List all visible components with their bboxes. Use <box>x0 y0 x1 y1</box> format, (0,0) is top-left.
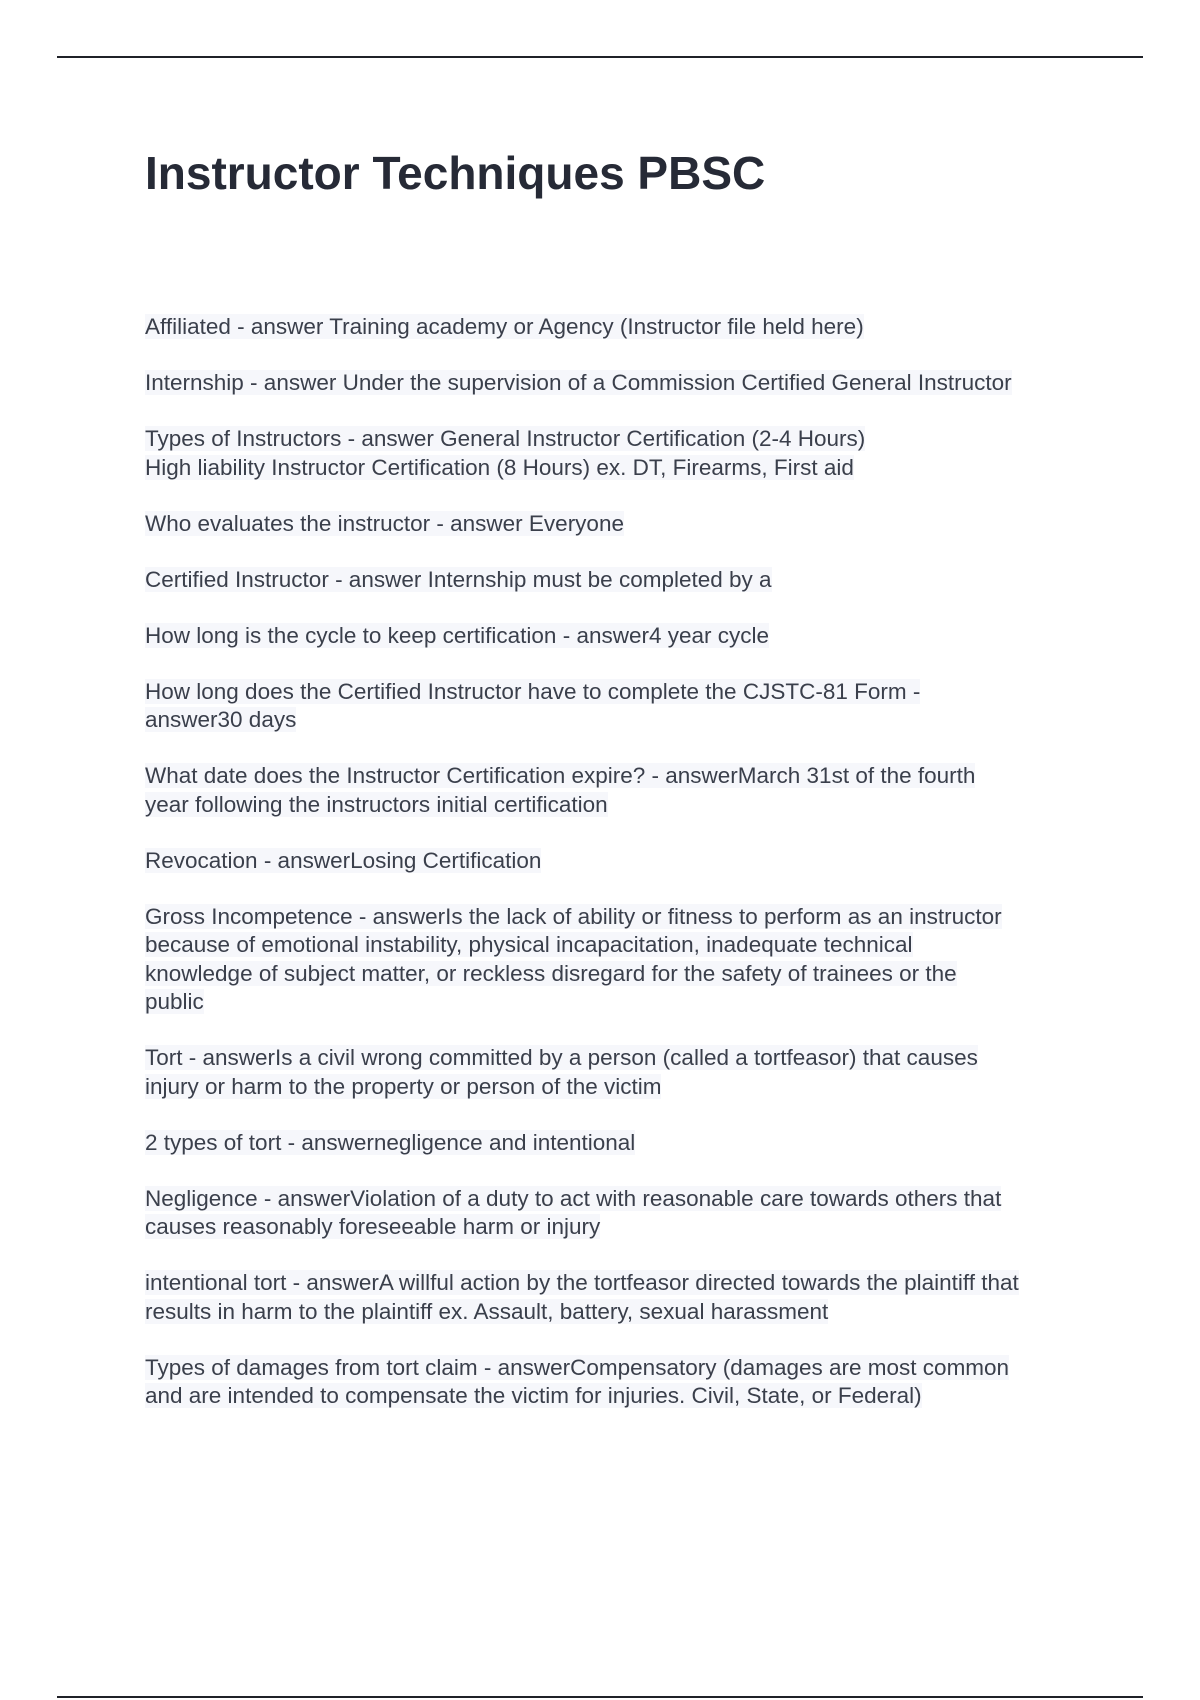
qa-entry-line <box>145 762 1095 791</box>
qa-entry-text: High liability Instructor Certification (8 Hours) ex. DT, Firearms, First aid <box>145 454 854 480</box>
qa-entry-text: intentional tort - answerA willful action by the tortfeasor directed towards the plaintiff that <box>145 1270 1019 1295</box>
qa-entry-line <box>145 1213 1095 1242</box>
qa-entry-text: because of emotional instability, physical incapacitation, inadequate technical <box>145 932 913 957</box>
qa-entry-text: Types of Instructors - answer General Instructor Certification (2-4 Hours) <box>145 426 866 451</box>
qa-entry <box>145 1129 1095 1158</box>
qa-entry-text: causes reasonably foreseeable harm or injury <box>145 1214 601 1239</box>
qa-entry-text: public <box>145 989 204 1014</box>
bottom-rule <box>57 1696 1143 1698</box>
qa-entry <box>145 762 1095 819</box>
qa-entry-text: Certified Instructor - answer Internship must be completed by a <box>145 566 772 592</box>
qa-entry-line <box>145 1185 1095 1214</box>
qa-entry-line <box>145 903 1095 932</box>
qa-entry-text: results in harm to the plaintiff ex. Assault, battery, sexual harassment <box>145 1298 829 1324</box>
qa-entry-line <box>145 425 1095 454</box>
qa-entry <box>145 903 1095 1017</box>
qa-entry-line <box>145 847 1095 876</box>
qa-entry-text: Revocation - answerLosing Certification <box>145 847 542 873</box>
qa-entry-text: Tort - answerIs a civil wrong committed by a person (called a tortfeasor) that causes <box>145 1045 978 1070</box>
qa-entry <box>145 622 1095 651</box>
document-title: Instructor Techniques PBSC <box>145 147 766 199</box>
qa-entry-text: Internship - answer Under the supervision of a Commission Certified General Instructor <box>145 370 1012 395</box>
qa-entry-line <box>145 1269 1095 1298</box>
qa-entry-text: Affiliated - answer Training academy or Agency (Instructor file held here) <box>145 314 864 339</box>
qa-entry-line <box>145 369 1095 398</box>
qa-entry-text: How long is the cycle to keep certification - answer4 year cycle <box>145 622 770 648</box>
qa-entry-line <box>145 931 1095 960</box>
qa-entry <box>145 678 1095 735</box>
qa-entry <box>145 1354 1095 1411</box>
qa-entry-text: Types of damages from tort claim - answerCompensatory (damages are most common <box>145 1354 1010 1380</box>
top-rule <box>57 56 1143 58</box>
qa-entry-text: How long does the Certified Instructor have to complete the CJSTC-81 Form - <box>145 678 921 704</box>
qa-entry-line <box>145 1382 1095 1411</box>
qa-entry <box>145 369 1095 398</box>
qa-entry <box>145 1044 1095 1101</box>
qa-entry-text: and are intended to compensate the victim for injuries. Civil, State, or Federal) <box>145 1383 922 1408</box>
qa-entry-line <box>145 1129 1095 1158</box>
qa-entry-line <box>145 706 1095 735</box>
qa-entry-text: Negligence - answerViolation of a duty to act with reasonable care towards others that <box>145 1185 1002 1211</box>
qa-entry-text: What date does the Instructor Certification expire? - answerMarch 31st of the fourth <box>145 763 976 788</box>
qa-entry-line <box>145 678 1095 707</box>
qa-entry-text: Gross Incompetence - answerIs the lack of ability or fitness to perform as an instructor <box>145 903 1002 929</box>
qa-entry-line <box>145 454 1095 483</box>
qa-entry <box>145 510 1095 539</box>
qa-entry <box>145 566 1095 595</box>
qa-entry-text: Who evaluates the instructor - answer Everyone <box>145 510 624 536</box>
qa-entry-line <box>145 1354 1095 1383</box>
qa-entry <box>145 1269 1095 1326</box>
qa-entry-line <box>145 566 1095 595</box>
qa-entry <box>145 1185 1095 1242</box>
qa-entry-line <box>145 988 1095 1017</box>
qa-entry <box>145 847 1095 876</box>
qa-entry-line <box>145 313 1095 342</box>
qa-entry-text: answer30 days <box>145 707 297 732</box>
qa-entry-text: year following the instructors initial certification <box>145 791 608 817</box>
qa-entry-text: 2 types of tort - answernegligence and intentional <box>145 1129 636 1155</box>
qa-entry-list <box>145 313 1095 1438</box>
qa-entry <box>145 425 1095 482</box>
qa-entry-line <box>145 1073 1095 1102</box>
qa-entry-text: injury or harm to the property or person of the victim <box>145 1073 662 1099</box>
qa-entry-line <box>145 1298 1095 1327</box>
qa-entry-line <box>145 960 1095 989</box>
qa-entry-line <box>145 622 1095 651</box>
qa-entry-line <box>145 791 1095 820</box>
qa-entry-line <box>145 510 1095 539</box>
qa-entry <box>145 313 1095 342</box>
qa-entry-line <box>145 1044 1095 1073</box>
qa-entry-text: knowledge of subject matter, or reckless disregard for the safety of trainees or the <box>145 960 957 986</box>
